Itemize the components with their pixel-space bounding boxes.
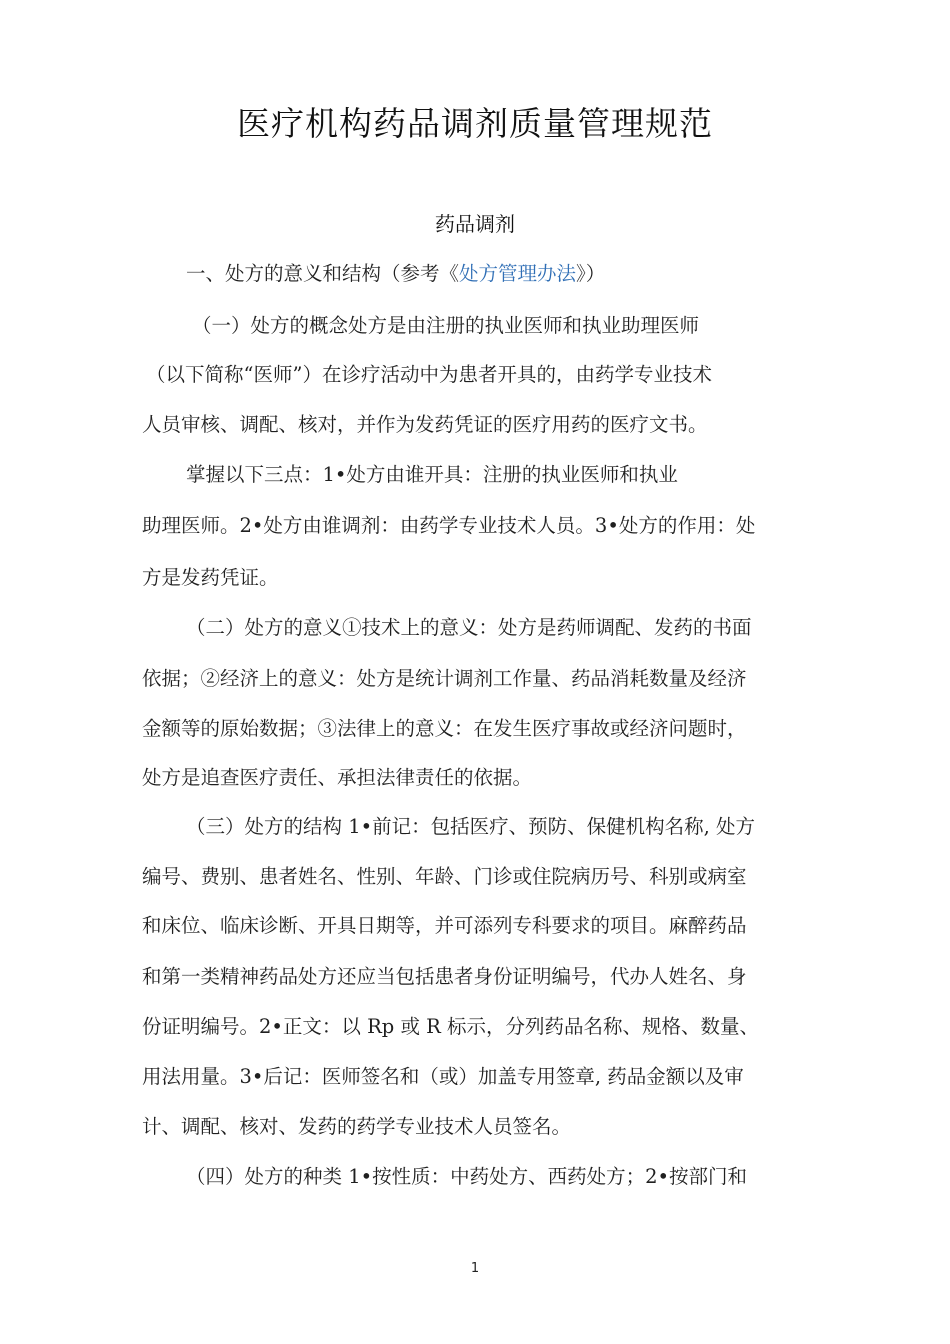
paragraph-line: 掌握以下三点：1•处方由谁开具：注册的执业医师和执业 (186, 463, 678, 486)
paragraph-line: 用法用量。3•后记：医师签名和（或）加盖专用签章, 药品金额以及审 (142, 1065, 744, 1088)
paragraph-line: 助理医师。2•处方由谁调剂：由药学专业技术人员。3•处方的作用：处 (142, 514, 756, 537)
paragraph-line: （一）处方的概念处方是由注册的执业医师和执业助理医师 (192, 314, 700, 337)
paragraph-line: 和第一类精神药品处方还应当包括患者身份证明编号，代办人姓名、身 (142, 965, 747, 988)
heading-1-prefix: 一、处方的意义和结构（参考《 (186, 262, 460, 285)
paragraph-line: （二）处方的意义①技术上的意义：处方是药师调配、发药的书面 (186, 616, 752, 639)
paragraph-line: （以下简称“医师”）在诊疗活动中为患者开具的，由药学专业技术 (146, 363, 712, 386)
paragraph-line: （三）处方的结构 1•前记：包括医疗、预防、保健机构名称, 处方 (186, 815, 756, 838)
heading-1 (186, 259, 605, 289)
document-title: 医疗机构药品调剂质量管理规范 (237, 104, 713, 143)
paragraph-line: 和床位、临床诊断、开具日期等，并可添列专科要求的项目。麻醉药品 (142, 914, 747, 937)
heading-1-suffix: 》） (576, 262, 606, 285)
paragraph-line: 处方是追查医疗责任、承担法律责任的依据。 (142, 766, 533, 789)
section-title: 药品调剂 (435, 212, 515, 236)
paragraph-line: （四）处方的种类 1•按性质：中药处方、西药处方；2•按部门和 (186, 1165, 748, 1188)
paragraph-line: 份证明编号。2•正文：以 Rp 或 R 标示，分列药品名称、规格、数量、 (142, 1015, 760, 1038)
paragraph-line: 金额等的原始数据；③法律上的意义：在发生医疗事故或经济问题时， (142, 717, 747, 740)
page-number: 1 (470, 1261, 480, 1276)
regulation-link[interactable]: 处方管理办法 (459, 262, 577, 285)
paragraph-line: 依据；②经济上的意义：处方是统计调剂工作量、药品消耗数量及经济 (142, 667, 747, 690)
paragraph-line: 编号、费别、患者姓名、性别、年龄、门诊或住院病历号、科别或病室 (142, 865, 747, 888)
paragraph-line: 人员审核、调配、核对，并作为发药凭证的医疗用药的医疗文书。 (142, 413, 708, 436)
paragraph-line: 计、调配、核对、发药的药学专业技术人员签名。 (142, 1115, 572, 1138)
paragraph-line: 方是发药凭证。 (142, 566, 279, 589)
